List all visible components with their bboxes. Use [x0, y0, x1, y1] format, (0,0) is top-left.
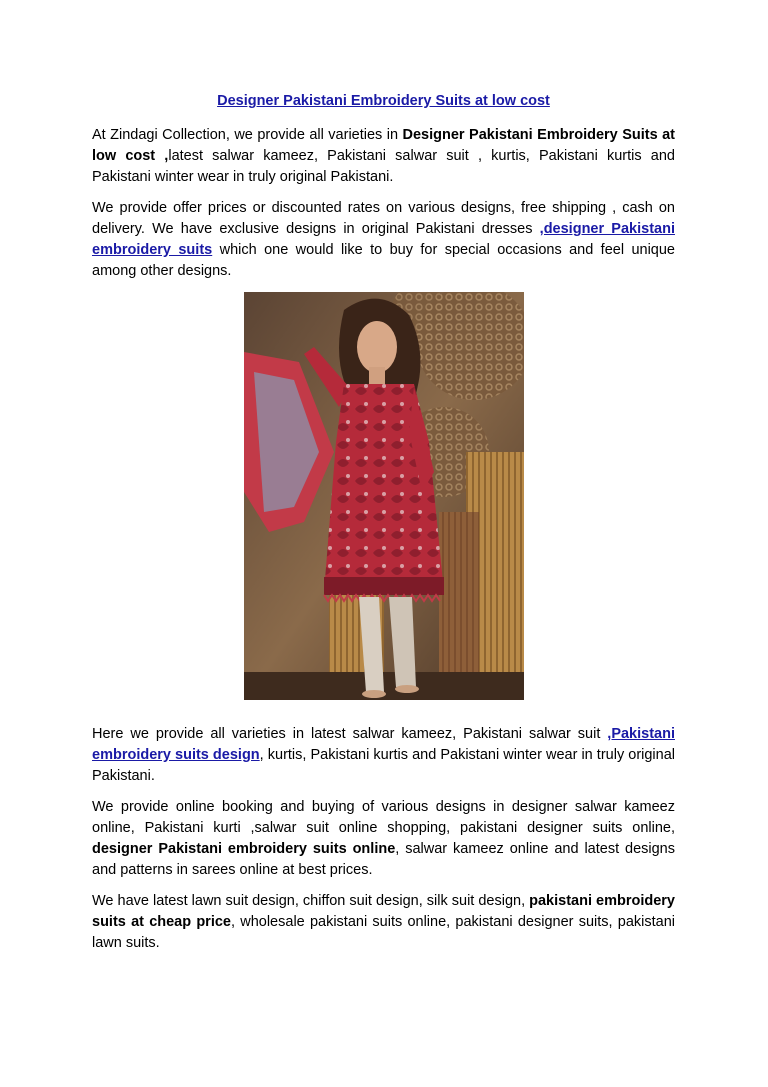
bold-phrase: pakistani embroidery suits at cheap price — [92, 893, 675, 930]
bold-phrase: Designer Pakistani Embroidery Suits at low cost , — [92, 127, 675, 164]
paragraph-text: We provide offer prices or discounted rates on various designs, free shipping , cash on delivery. We have exclusive designs in original Pakistani dresses — [92, 200, 675, 237]
product-photo — [244, 292, 524, 700]
document-page — [92, 90, 675, 964]
designer-suits-link[interactable]: ,designer Pakistani embroidery suits — [92, 221, 675, 258]
title-link[interactable]: Designer Pakistani Embroidery Suits at low cost — [217, 93, 550, 109]
embroidery-suits-design-link[interactable]: ,Pakistani embroidery suits design — [92, 726, 675, 763]
paragraph-offers — [92, 198, 675, 282]
paragraph-latest-designs — [92, 891, 675, 954]
paragraph-text: , wholesale pakistani suits online, pakistani designer suits, pakistani lawn suits. — [92, 914, 675, 951]
paragraph-text: latest salwar kameez, Pakistani salwar suit , kurtis, Pakistani kurtis and Pakistani winter wear in truly original Pakistani. — [92, 148, 675, 185]
paragraph-text: Here we provide all varieties in latest salwar kameez, Pakistani salwar suit — [92, 726, 608, 742]
paragraph-text: We have latest lawn suit design, chiffon suit design, silk suit design, — [92, 893, 530, 909]
paragraph-online-booking — [92, 797, 675, 881]
page-title — [92, 90, 675, 112]
paragraph-text: At Zindagi Collection, we provide all varieties in — [92, 127, 403, 143]
paragraph-intro — [92, 125, 675, 188]
bold-phrase: designer Pakistani embroidery suits online — [92, 841, 396, 857]
paragraph-text: We provide online booking and buying of various designs in designer salwar kameez online, Pakistani kurti ,salwar suit online shopping, pakistani designer suits online, — [92, 799, 675, 836]
paragraph-text: which one would like to buy for special occasions and feel unique among other designs. — [92, 242, 676, 279]
paragraph-text: , kurtis, Pakistani kurtis and Pakistani winter wear in truly original Pakistani. — [92, 747, 675, 784]
paragraph-varieties — [92, 724, 675, 787]
paragraph-text: , salwar kameez online and latest designs and patterns in sarees online at best prices. — [92, 841, 675, 878]
